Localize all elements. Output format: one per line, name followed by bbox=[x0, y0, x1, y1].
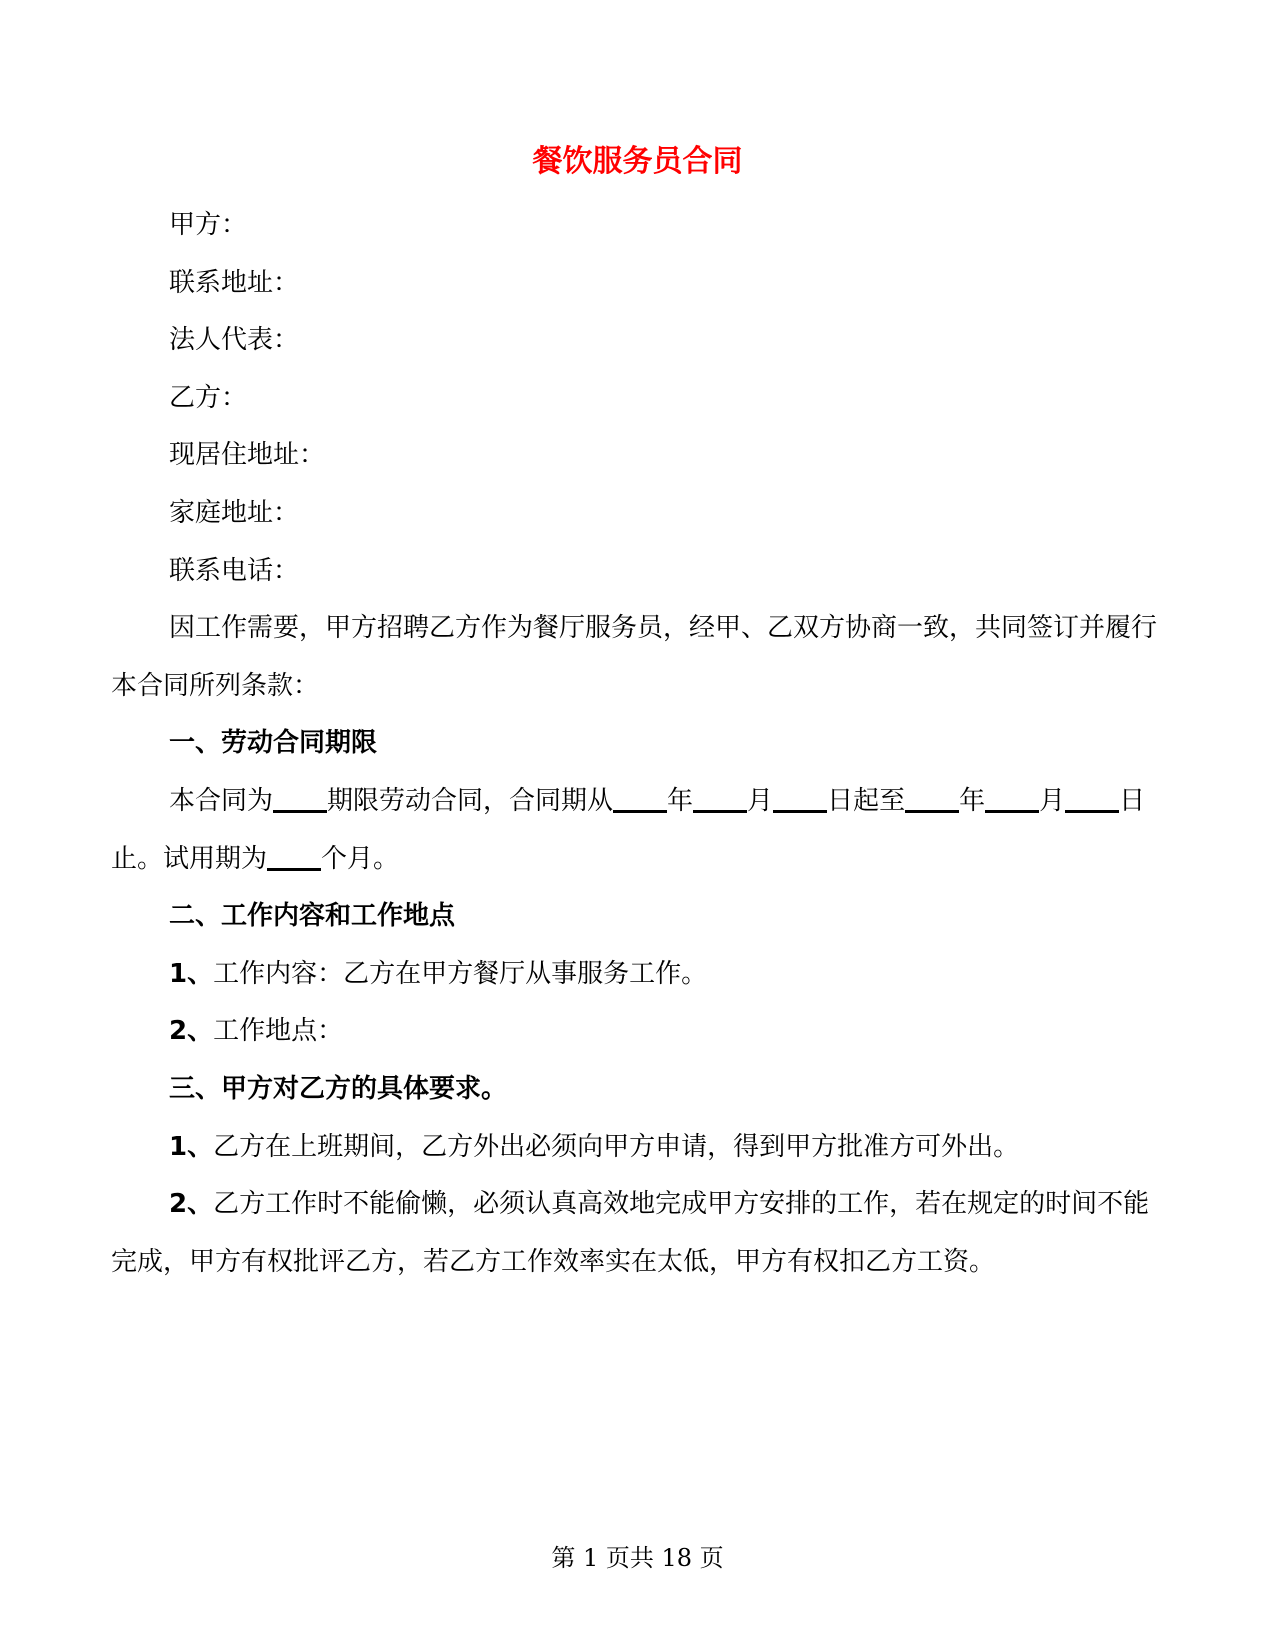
end-day-blank bbox=[1065, 809, 1119, 813]
item-number: 1、 bbox=[169, 958, 214, 989]
section3-item-1 bbox=[111, 1119, 1161, 1177]
section2-heading: 二、工作内容和工作地点 bbox=[169, 901, 456, 932]
current-address-field: 现居住地址： bbox=[169, 440, 326, 471]
section1-heading: 一、劳动合同期限 bbox=[169, 728, 378, 759]
item-number: 1、 bbox=[169, 1131, 214, 1162]
term-text-7: 月 bbox=[1039, 785, 1066, 816]
section2-item-1 bbox=[111, 946, 1161, 1004]
item-text: 乙方工作时不能偷懒，必须认真高效地完成甲方安排的工作，若在规定的时间不能完成，甲方有权批评乙方，若乙方工作效率实在太低，甲方有权扣乙方工资。 bbox=[111, 1189, 1150, 1277]
contact-address-field: 联系地址： bbox=[169, 267, 300, 298]
term-text-2: 期限劳动合同，合同期从 bbox=[327, 785, 614, 816]
start-year-blank bbox=[613, 809, 667, 813]
term-text-1: 本合同为 bbox=[169, 785, 274, 816]
term-text-9: 个月。 bbox=[321, 843, 400, 874]
item-text: 工作内容：乙方在甲方餐厅从事服务工作。 bbox=[213, 958, 708, 989]
document-body bbox=[111, 197, 1161, 1291]
term-text-5: 日起至 bbox=[827, 785, 906, 816]
start-month-blank bbox=[693, 809, 747, 813]
document-title: 餐饮服务员合同 bbox=[532, 144, 743, 179]
legal-rep-field: 法人代表： bbox=[169, 325, 300, 356]
home-address-field: 家庭地址： bbox=[169, 497, 300, 528]
item-number: 2、 bbox=[169, 1016, 214, 1047]
probation-blank bbox=[267, 867, 321, 871]
section3-heading: 三、甲方对乙方的具体要求。 bbox=[169, 1073, 508, 1104]
term-text-8: 日止。试用期为 bbox=[111, 785, 1146, 874]
term-text-3: 年 bbox=[667, 785, 694, 816]
party-b-field: 乙方： bbox=[169, 382, 248, 413]
item-text: 工作地点： bbox=[213, 1016, 344, 1047]
term-blank bbox=[273, 809, 327, 813]
contract-term-paragraph bbox=[111, 773, 1161, 888]
term-text-4: 月 bbox=[747, 785, 774, 816]
end-year-blank bbox=[905, 809, 959, 813]
term-text-6: 年 bbox=[959, 785, 986, 816]
intro-paragraph: 因工作需要，甲方招聘乙方作为餐厅服务员，经甲、乙双方协商一致，共同签订并履行本合同所列条款： bbox=[111, 613, 1158, 701]
end-month-blank bbox=[985, 809, 1039, 813]
start-day-blank bbox=[773, 809, 827, 813]
item-number: 2、 bbox=[169, 1189, 214, 1220]
section2-item-2 bbox=[111, 1003, 1161, 1061]
phone-field: 联系电话： bbox=[169, 555, 300, 586]
section3-item-2 bbox=[111, 1176, 1161, 1291]
item-text: 乙方在上班期间，乙方外出必须向甲方申请，得到甲方批准方可外出。 bbox=[213, 1131, 1020, 1162]
party-a-field: 甲方： bbox=[169, 210, 248, 240]
page-footer: 第 1 页共 18 页 bbox=[551, 1544, 724, 1572]
